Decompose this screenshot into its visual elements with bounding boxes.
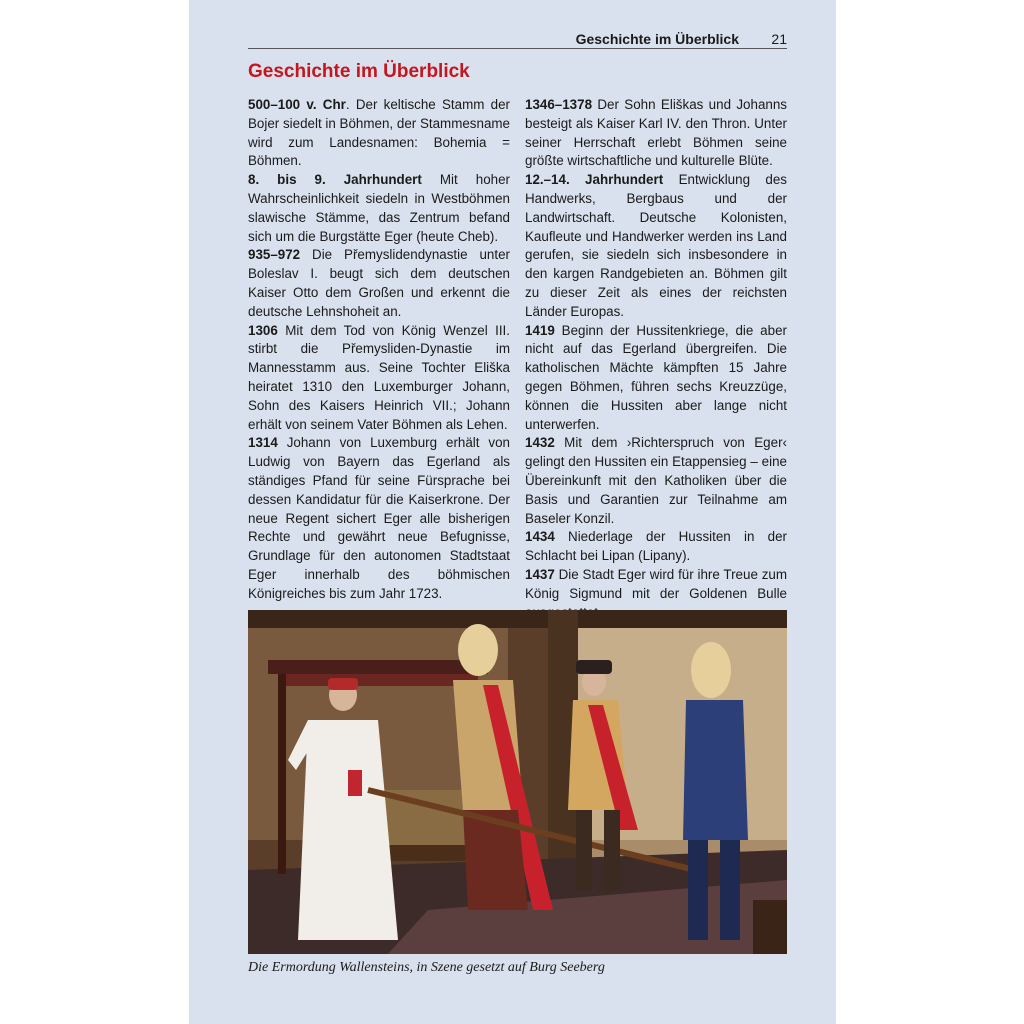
- page-number: 21: [771, 31, 787, 47]
- entry-text: Johann von Luxemburg erhält von Ludwig von Bayern das Egerland als ständiges Pfand für seine Fürsprache bei dessen Kandidatur für die Kaiserkrone. Der neue Regent sichert Eger alle bisherigen Rechte und gewährt neue Befugnisse, Grundlage für den autonomen Stadtstaat Eger innerhalb des böhmischen Königreiches bis zum Jahr 1723.: [248, 435, 510, 601]
- timeline-entry: [525, 434, 787, 528]
- entry-text: Die Stadt Eger wird für ihre Treue zum König Sigmund mit der Goldenen Bulle: [525, 566, 787, 601]
- book-page: [189, 0, 836, 1024]
- entry-date: 1419: [525, 322, 555, 338]
- entry-date: 1346–1378: [525, 97, 593, 112]
- running-head-title: Geschichte im Überblick: [575, 31, 739, 47]
- entry-date: 935–972: [248, 247, 301, 263]
- entry-date: 1437: [525, 566, 555, 582]
- photo-illustration: [248, 610, 787, 954]
- entry-date: 8. bis 9. Jahrhundert: [248, 172, 422, 188]
- timeline-entry: [525, 96, 787, 171]
- timeline-entry: [248, 96, 510, 171]
- entry-text: Beginn der Hussitenkriege, die aber nicht auf das Egerland übergreifen. Die katholischen Mächte kämpften 15 Jahre gegen Böhmen, führen sechs Kreuzzüge, können die Hussiten aber lange nicht unterwerfen.: [525, 322, 787, 432]
- entry-date: 12.–14. Jahrhundert: [525, 172, 664, 188]
- entry-text: Mit hoher Wahrscheinlichkeit siedeln in Westböhmen slawische Stämme, das Zentrum befand sich um die Burgstätte Eger (heute Cheb).: [248, 172, 510, 244]
- entry-text: Mit dem ›Richterspruch von Eger‹ gelingt den Hussiten ein Etappensieg – eine Übereinkunft mit den Katholiken über die Basis und Garantien zur Teilnahme am Baseler Konzil.: [525, 435, 787, 526]
- entry-text: Entwicklung des Handwerks, Bergbaus und der Landwirtschaft. Deutsche Kolonisten, Kaufleute und Handwerker werden ins Land gerufen, sie siedeln sich insbesondere in den kargen Randgebieten an. Böhmen gilt zu dieser Zeit als eines der reichsten Länder Europas.: [525, 172, 787, 319]
- entry-date: 500–100 v. Chr: [248, 97, 346, 112]
- museum-scene-photo: [248, 610, 787, 954]
- timeline-entry: [248, 434, 510, 603]
- left-column: [248, 96, 510, 604]
- chapter-title: Geschichte im Überblick: [248, 61, 470, 82]
- entry-date: 1432: [525, 435, 555, 451]
- entry-date: 1314: [248, 435, 278, 451]
- timeline-entry: [248, 322, 510, 435]
- entry-text: Mit dem Tod von König Wenzel III. stirbt die Přemysliden-Dynastie im Mannesstamm aus. Seine Tochter Eliška heiratet 1310 den Luxemburger Johann, Sohn des Kaisers Heinrich VII.; Johann erhält von seinem Vater Böhmen als Lehen.: [248, 322, 510, 432]
- timeline-entry: [248, 246, 510, 321]
- entry-text: . Der keltische Stamm der Bojer siedelt in Böhmen, der Stammesname wird zum Landesnamen: Bohemia = Böhmen.: [248, 97, 510, 169]
- right-column: [525, 96, 787, 622]
- photo-caption: Die Ermordung Wallensteins, in Szene gesetzt auf Burg Seeberg: [248, 960, 605, 975]
- entry-date: 1434: [525, 529, 555, 545]
- entry-text: Die Přemyslidendynastie unter Boleslav I. beugt sich dem deutschen Kaiser Otto dem Großen und erkennt die deutsche Lehnshoheit an.: [248, 247, 510, 319]
- entry-text: Niederlage der Hussiten in der Schlacht bei Lipan (Lipany).: [525, 529, 787, 564]
- timeline-entry: [525, 322, 787, 435]
- timeline-entry: [525, 171, 787, 321]
- entry-text: Der Sohn Eliškas und Johanns besteigt als Kaiser Karl IV. den Thron. Unter seiner Herrschaft erlebt Böhmen seine größte wirtschaftliche und kulturelle Blüte.: [525, 97, 787, 169]
- running-head: [248, 30, 787, 49]
- timeline-entry: [525, 528, 787, 566]
- timeline-entry: [248, 171, 510, 246]
- entry-date: 1306: [248, 322, 278, 338]
